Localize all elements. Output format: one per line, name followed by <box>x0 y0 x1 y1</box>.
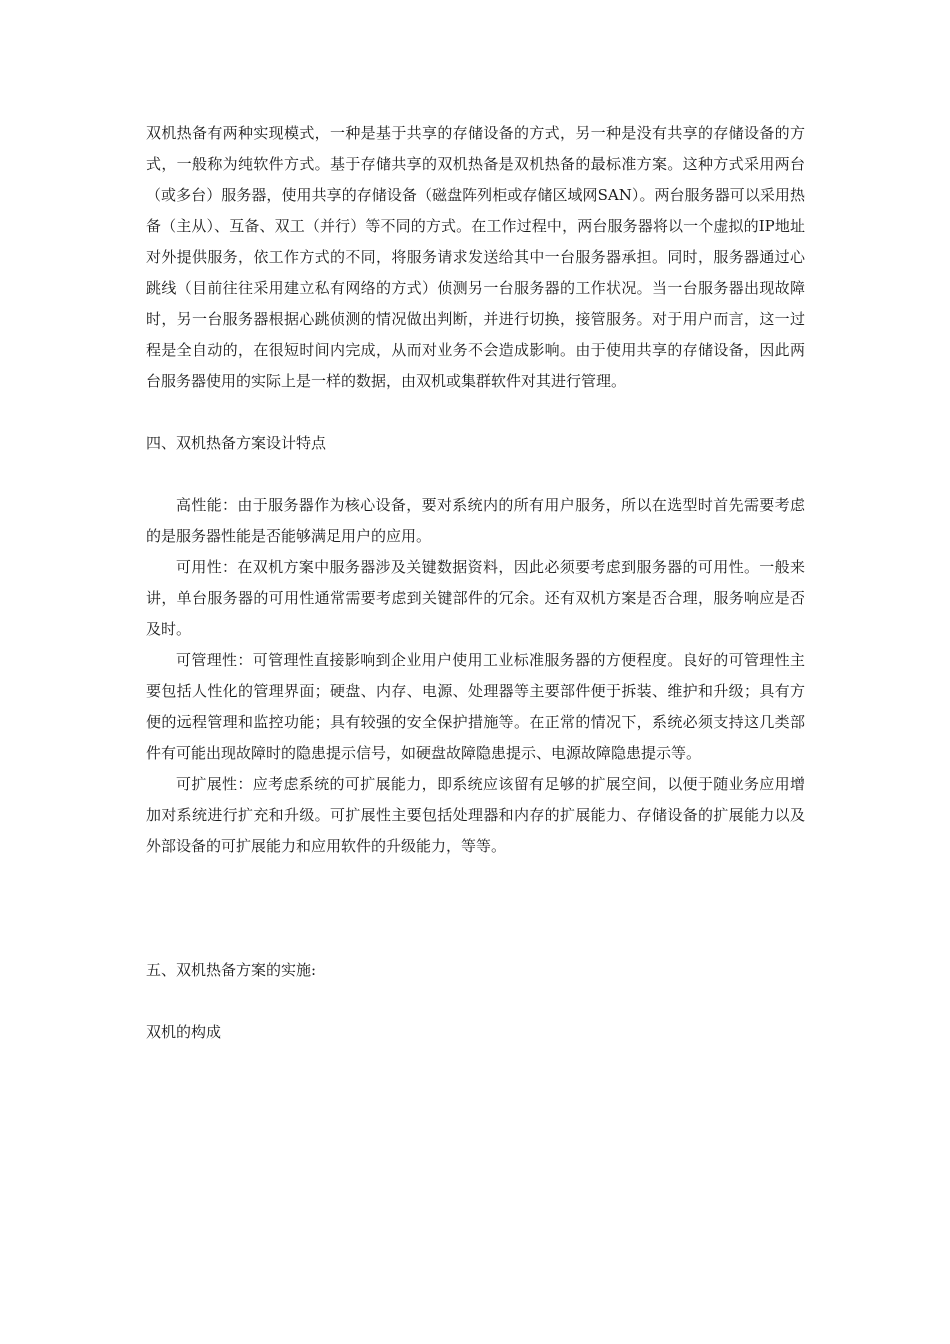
section-5-heading: 五、双机热备方案的实施: <box>146 961 317 979</box>
document-page <box>146 118 805 1048</box>
scalability-paragraph: 可扩展性：应考虑系统的可扩展能力，即系统应该留有足够的扩展空间，以便于随业务应用增加对系统进行扩充和升级。可扩展性主要包括处理器和内存的扩展能力、存储设备的扩展能力以及外部设备的可扩展能力和应用软件的升级能力，等等。 <box>146 775 805 855</box>
performance-paragraph: 高性能：由于服务器作为核心设备，要对系统内的所有用户服务，所以在选型时首先需要考虑的是服务器性能是否能够满足用户的应用。 <box>146 496 805 545</box>
section-4-heading: 四、双机热备方案设计特点 <box>146 434 327 452</box>
subheading-dual-machine-composition: 双机的构成 <box>146 1023 222 1041</box>
availability-paragraph: 可用性：在双机方案中服务器涉及关键数据资料，因此必须要考虑到服务器的可用性。一般来讲，单台服务器的可用性通常需要考虑到关键部件的冗余。还有双机方案是否合理，服务响应是否及时。 <box>146 558 805 638</box>
intro-paragraph: 双机热备有两种实现模式，一种是基于共享的存储设备的方式，另一种是没有共享的存储设备的方式，一般称为纯软件方式。基于存储共享的双机热备是双机热备的最标准方案。这种方式采用两台（或多台）服务器，使用共享的存储设备（磁盘阵列柜或存储区域网SAN）。两台服务器可以采用热备（主从）、互备、双工（并行）等不同的方式。在工作过程中，两台服务器将以一个虚拟的IP地址对外提供服务，依工作方式的不同，将服务请求发送给其中一台服务器承担。同时，服务器通过心跳线（目前往往采用建立私有网络的方式）侦测另一台服务器的工作状况。当一台服务器出现故障时，另一台服务器根据心跳侦测的情况做出判断，并进行切换，接管服务。对于用户而言，这一过程是全自动的，在很短时间内完成，从而对业务不会造成影响。由于使用共享的存储设备，因此两台服务器使用的实际上是一样的数据，由双机或集群软件对其进行管理。 <box>146 124 805 390</box>
manageability-paragraph: 可管理性：可管理性直接影响到企业用户使用工业标准服务器的方便程度。良好的可管理性主要包括人性化的管理界面；硬盘、内存、电源、处理器等主要部件便于拆装、维护和升级；具有方便的远程管理和监控功能；具有较强的安全保护措施等。在正常的情况下，系统必须支持这几类部件有可能出现故障时的隐患提示信号，如硬盘故障隐患提示、电源故障隐患提示等。 <box>146 651 805 762</box>
